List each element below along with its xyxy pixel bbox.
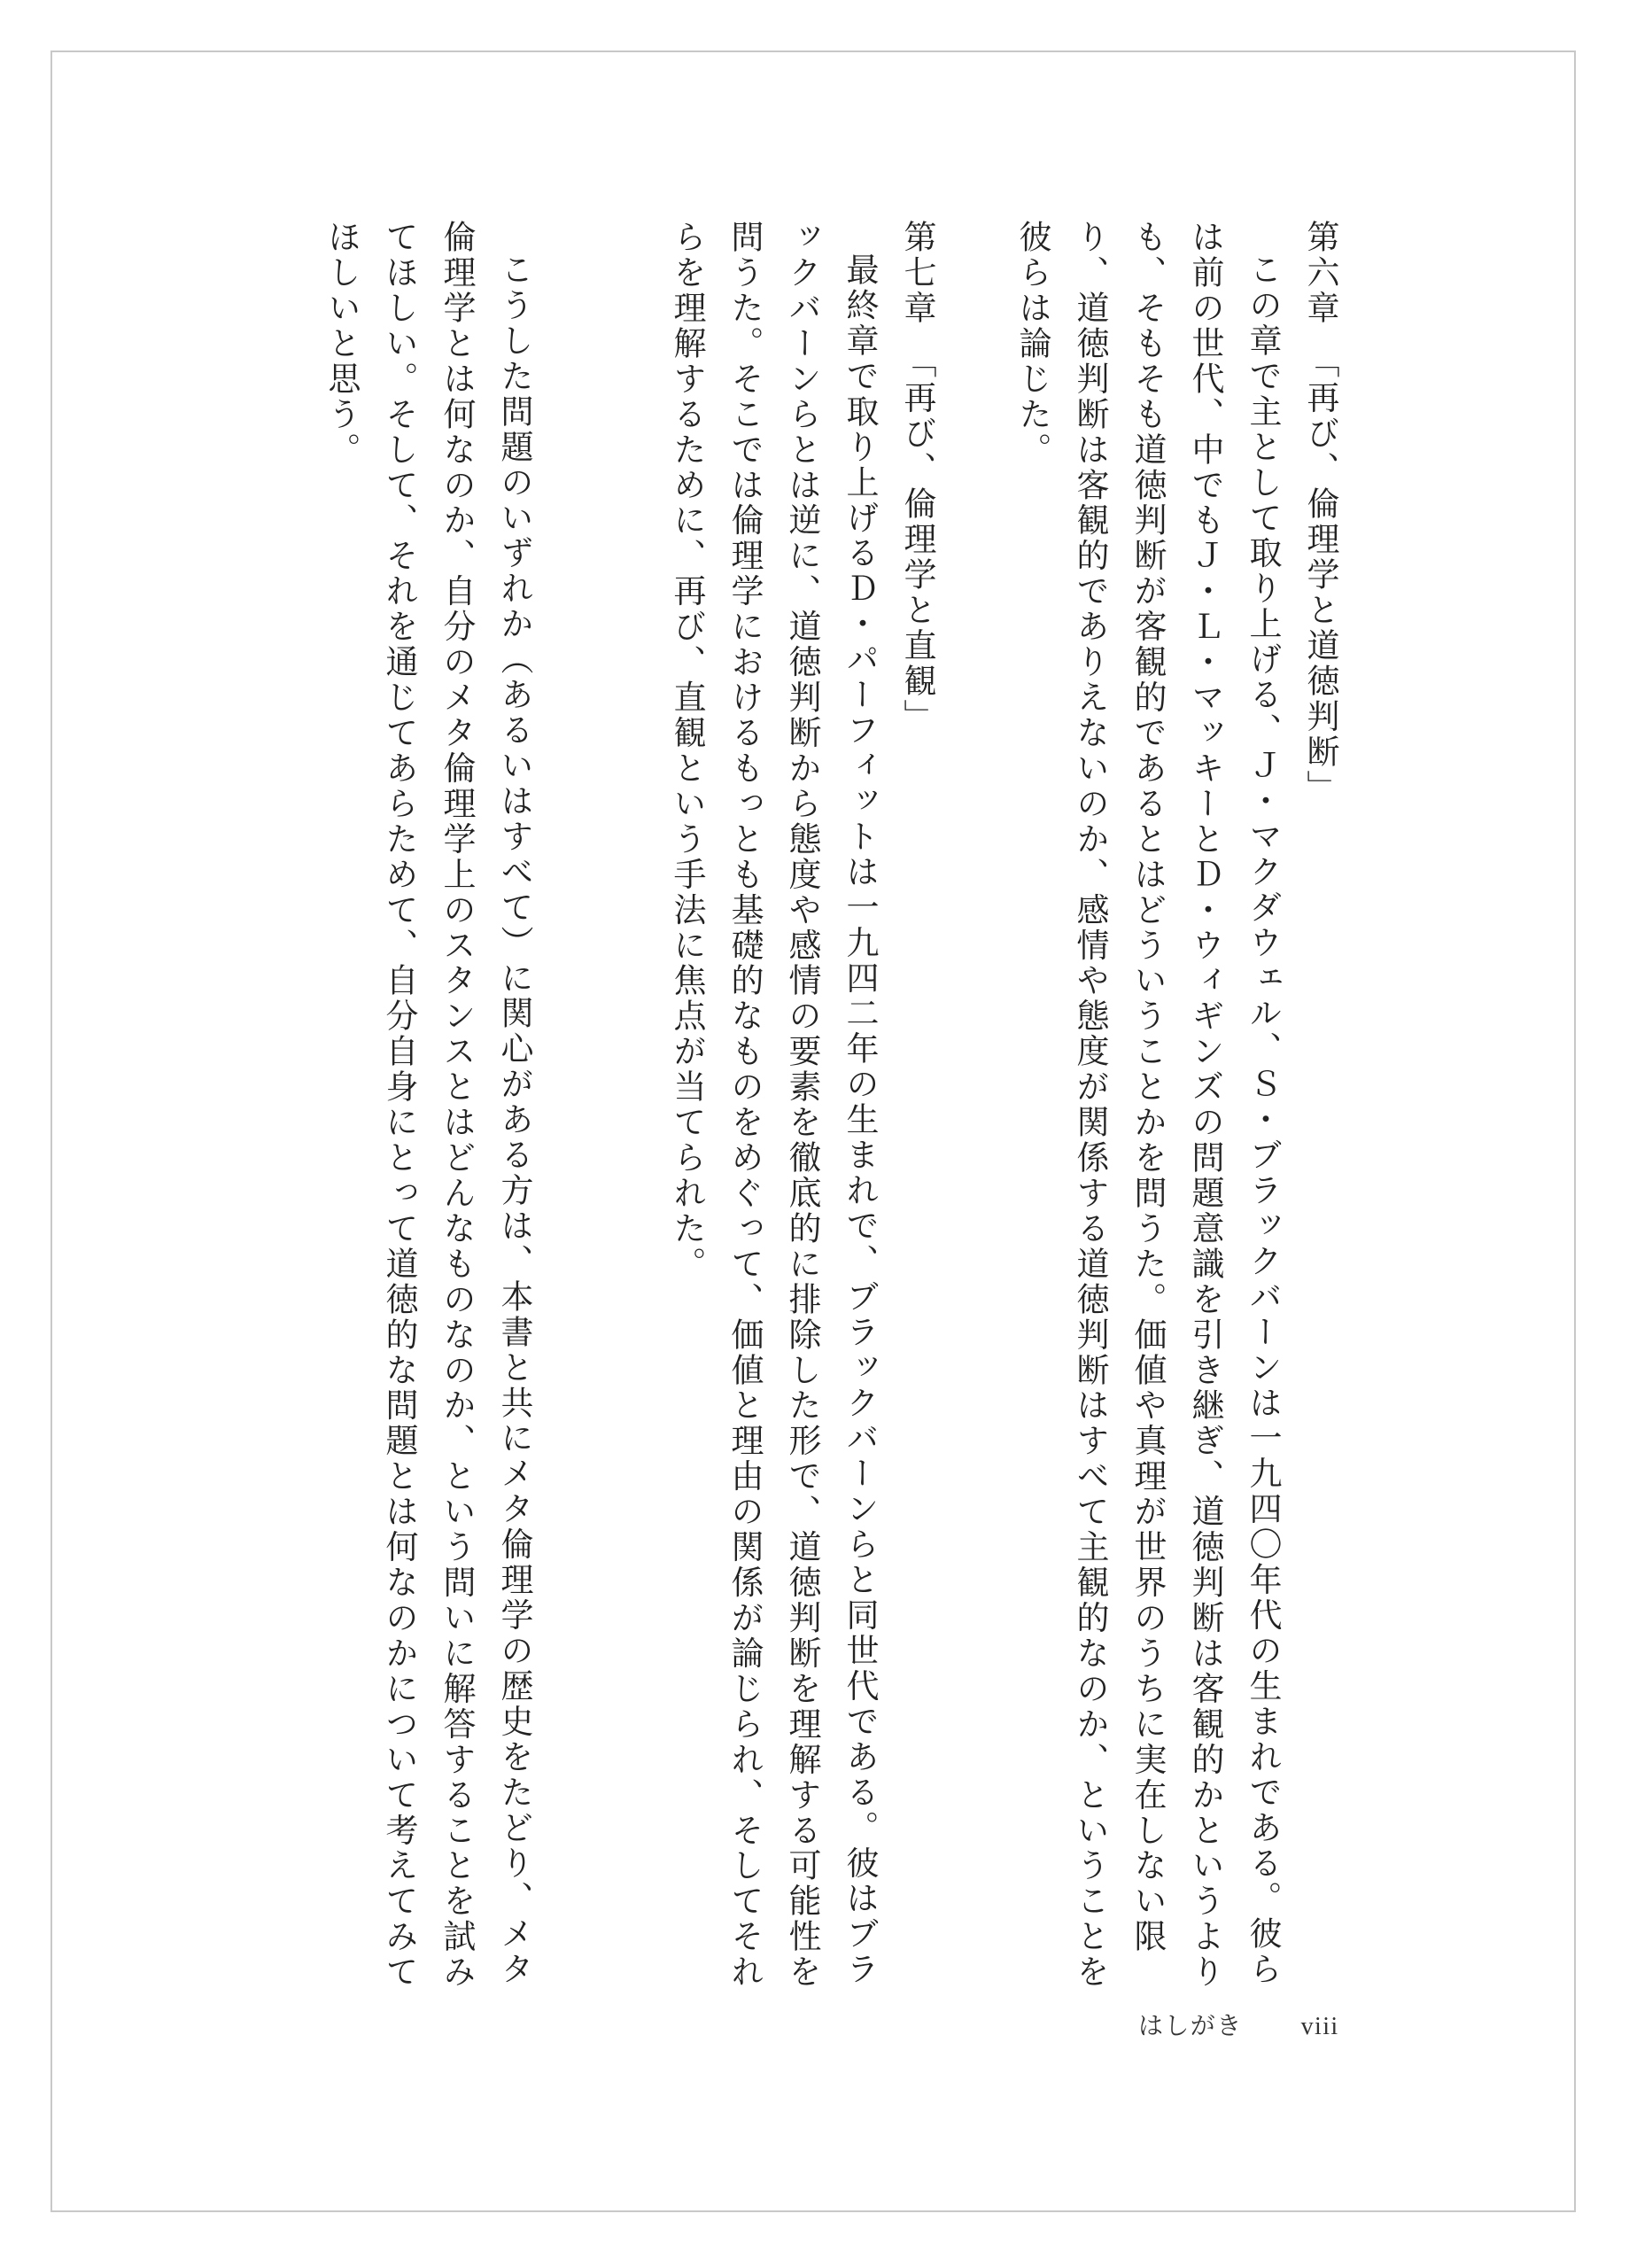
chapter-7-heading: 第七章 「再び、倫理学と直観」 <box>898 220 936 734</box>
running-title: はしがき <box>1138 2011 1243 2040</box>
page-number: viii <box>1300 2013 1339 2040</box>
chapter-6-paragraph: この章で主として取り上げる、Ｊ・マクダウェル、Ｓ・ブラックバーンは一九四〇年代の生まれである。彼らは前の世代、中でもＪ・Ｌ・マッキーとＤ・ウィギンズの問題意識を引き継ぎ、道徳判断は客観的かというよりも、そもそも道徳判断が客観的であるとはどういうことかを問うた。価値や真理が世界のうちに実在しない限り、道徳判断は客観的でありえないのか、感情や態度が関係する道徳判断はすべて主観的なのか、ということを彼らは論じた。 <box>1013 220 1282 1990</box>
chapter-7-paragraph: 最終章で取り上げるＤ・パーフィットは一九四二年の生まれで、ブラックバーンらと同世代である。彼はブラックバーンらとは逆に、道徳判断から態度や感情の要素を徹底的に排除した形で、道徳判断を理解する可能性を問うた。そこでは倫理学におけるもっとも基礎的なものをめぐって、価値と理由の関係が論じられ、そしてそれらを理解するために、再び、直観という手法に焦点が当てられた。 <box>668 220 879 1990</box>
chapter-6-heading: 第六章 「再び、倫理学と道徳判断」 <box>1301 220 1339 805</box>
paragraph-gap <box>601 220 658 2000</box>
paragraph-gap <box>946 220 1004 2000</box>
vertical-body-text <box>313 220 1349 2000</box>
page-footer <box>1138 2007 1339 2042</box>
paragraph-gap <box>543 220 601 2000</box>
closing-paragraph: こうした問題のいずれか（あるいはすべて）に関心がある方は、本書と共にメタ倫理学の歴史をたどり、メタ倫理学とは何なのか、自分のメタ倫理学上のスタンスとはどんなものなのか、という問いに解答することを試みてほしい。そして、それを通じてあらためて、自分自身にとって道徳的な問題とは何なのかについて考えてみてほしいと思う。 <box>322 220 533 1990</box>
